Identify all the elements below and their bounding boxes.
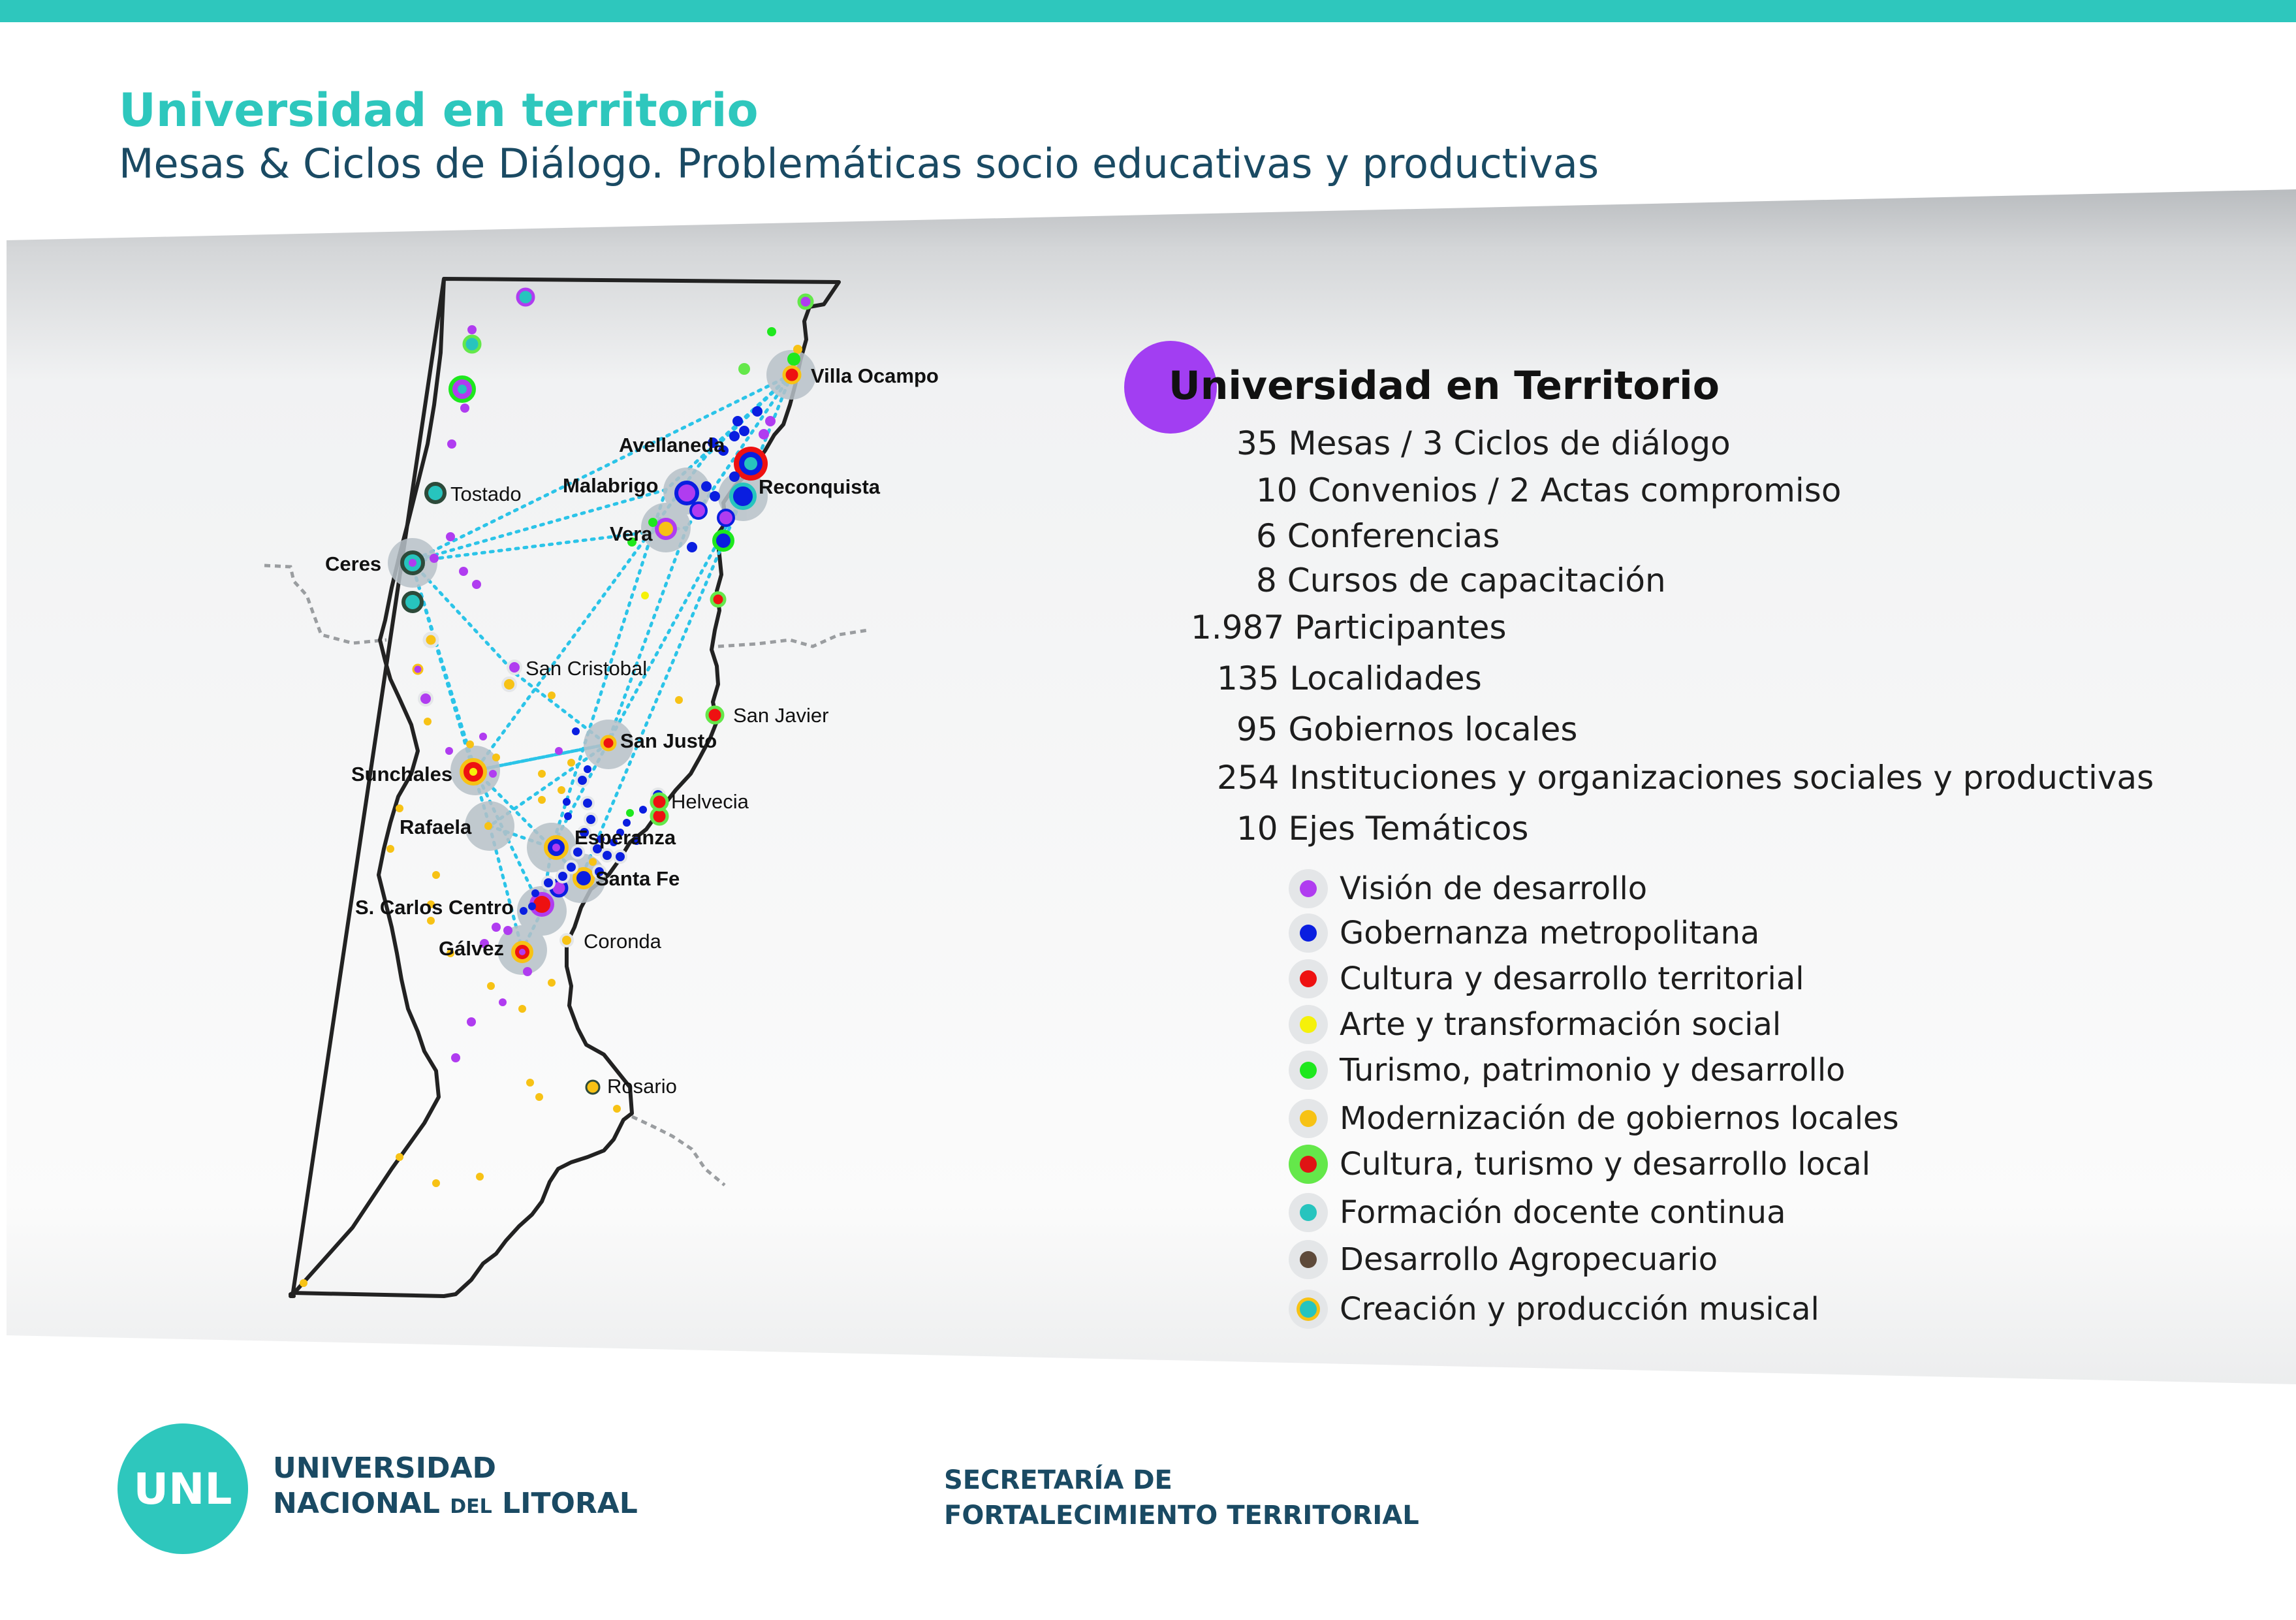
- university-name: [273, 1451, 638, 1525]
- legend-swatch: [1289, 1240, 1328, 1279]
- city-label-reconquista: Reconquista: [759, 475, 881, 498]
- legend-item: [1289, 913, 1759, 953]
- legend-item: [1289, 1289, 1819, 1329]
- stat-ejes: 10 Ejes Temáticos: [1236, 810, 1529, 848]
- legend-item: [1289, 1239, 1718, 1280]
- legend-item: [1289, 1050, 1846, 1090]
- legend-swatch: [1289, 1099, 1328, 1138]
- university-name-del: DEL: [450, 1495, 492, 1518]
- legend-swatch: [1289, 1290, 1328, 1329]
- legend-item: [1289, 868, 1647, 909]
- stats-title: Universidad en Territorio: [1169, 363, 1720, 409]
- city-label-san-cristobal: San Cristobal: [526, 657, 648, 680]
- legend-label: Visión de desarrollo: [1340, 870, 1648, 907]
- legend-swatch: [1289, 1193, 1328, 1232]
- legend-label: Cultura y desarrollo territorial: [1340, 961, 1804, 997]
- legend-item: [1289, 1144, 1870, 1184]
- legend-swatch: [1289, 869, 1328, 908]
- stat-instituciones: 254 Instituciones y organizaciones sociales y productivas: [1217, 759, 2154, 797]
- city-label-san-javier: San Javier: [733, 704, 829, 727]
- city-label-coronda: Coronda: [584, 930, 661, 953]
- stat-gobiernos: 95 Gobiernos locales: [1236, 710, 1578, 748]
- city-label-santa-fe: Santa Fe: [595, 867, 680, 890]
- city-label-galvez: Gálvez: [439, 937, 504, 960]
- legend-swatch: [1289, 1051, 1328, 1090]
- legend-item: [1289, 959, 1804, 999]
- city-labels: [325, 364, 939, 1098]
- secretaria-name: [944, 1463, 1419, 1533]
- legend-label: Formación docente continua: [1340, 1194, 1786, 1231]
- province-outline: [291, 279, 839, 1296]
- legend-label: Cultura, turismo y desarrollo local: [1340, 1146, 1871, 1183]
- page-title: Universidad en territorio: [119, 84, 759, 137]
- city-label-ceres: Ceres: [325, 552, 382, 575]
- legend-item: [1289, 1192, 1785, 1233]
- legend-swatch: [1289, 913, 1328, 953]
- city-label-avellaneda: Avellaneda: [619, 434, 725, 456]
- legend-label: Desarrollo Agropecuario: [1340, 1241, 1718, 1278]
- legend-label: Turismo, patrimonio y desarrollo: [1340, 1052, 1846, 1088]
- legend-swatch: [1289, 1145, 1328, 1184]
- map-markers: [300, 289, 812, 1287]
- stat-participantes: 1.987 Participantes: [1191, 609, 1507, 646]
- university-name-litoral: LITORAL: [502, 1487, 638, 1520]
- legend-label: Modernización de gobiernos locales: [1340, 1100, 1899, 1137]
- unl-logo-text: UNL: [133, 1463, 232, 1514]
- city-label-helvecia: Helvecia: [671, 790, 749, 813]
- legend-swatch: [1289, 959, 1328, 998]
- city-label-rafaela: Rafaela: [400, 816, 472, 838]
- legend-label: Gobernanza metropolitana: [1340, 915, 1760, 951]
- city-label-malabrigo: Malabrigo: [563, 474, 659, 497]
- city-label-villa-ocampo: Villa Ocampo: [811, 364, 939, 387]
- city-label-s-carlos-centro: S. Carlos Centro: [355, 896, 514, 919]
- page-subtitle: Mesas & Ciclos de Diálogo. Problemáticas socio educativas y productivas: [119, 140, 1599, 187]
- city-label-sunchales: Sunchales: [351, 763, 453, 786]
- stat-convenios: 10 Convenios / 2 Actas compromiso: [1256, 471, 1842, 509]
- city-label-san-justo: San Justo: [620, 729, 717, 752]
- stat-localidades: 135 Localidades: [1217, 659, 1482, 697]
- legend-item: [1289, 1098, 1899, 1139]
- university-name-nacional: NACIONAL: [273, 1487, 440, 1520]
- secretaria-line1: SECRETARÍA DE: [944, 1465, 1172, 1495]
- city-label-tostado: Tostado: [450, 483, 522, 505]
- legend-label: Arte y transformación social: [1340, 1006, 1782, 1043]
- stat-mesas: 35 Mesas / 3 Ciclos de diálogo: [1236, 424, 1731, 462]
- stat-conferencias: 6 Conferencias: [1256, 517, 1500, 555]
- legend-swatch: [1289, 1005, 1328, 1044]
- legend-item: [1289, 1004, 1781, 1045]
- unl-logo: [118, 1423, 248, 1554]
- city-label-rosario: Rosario: [607, 1075, 677, 1098]
- city-label-esperanza: Esperanza: [574, 826, 676, 849]
- secretaria-line2: FORTALECIMIENTO TERRITORIAL: [944, 1501, 1419, 1531]
- university-name-line1: UNIVERSIDAD: [273, 1452, 497, 1485]
- stat-cursos: 8 Cursos de capacitación: [1256, 562, 1666, 599]
- city-label-vera: Vera: [610, 522, 653, 545]
- legend-label: Creación y producción musical: [1340, 1291, 1819, 1327]
